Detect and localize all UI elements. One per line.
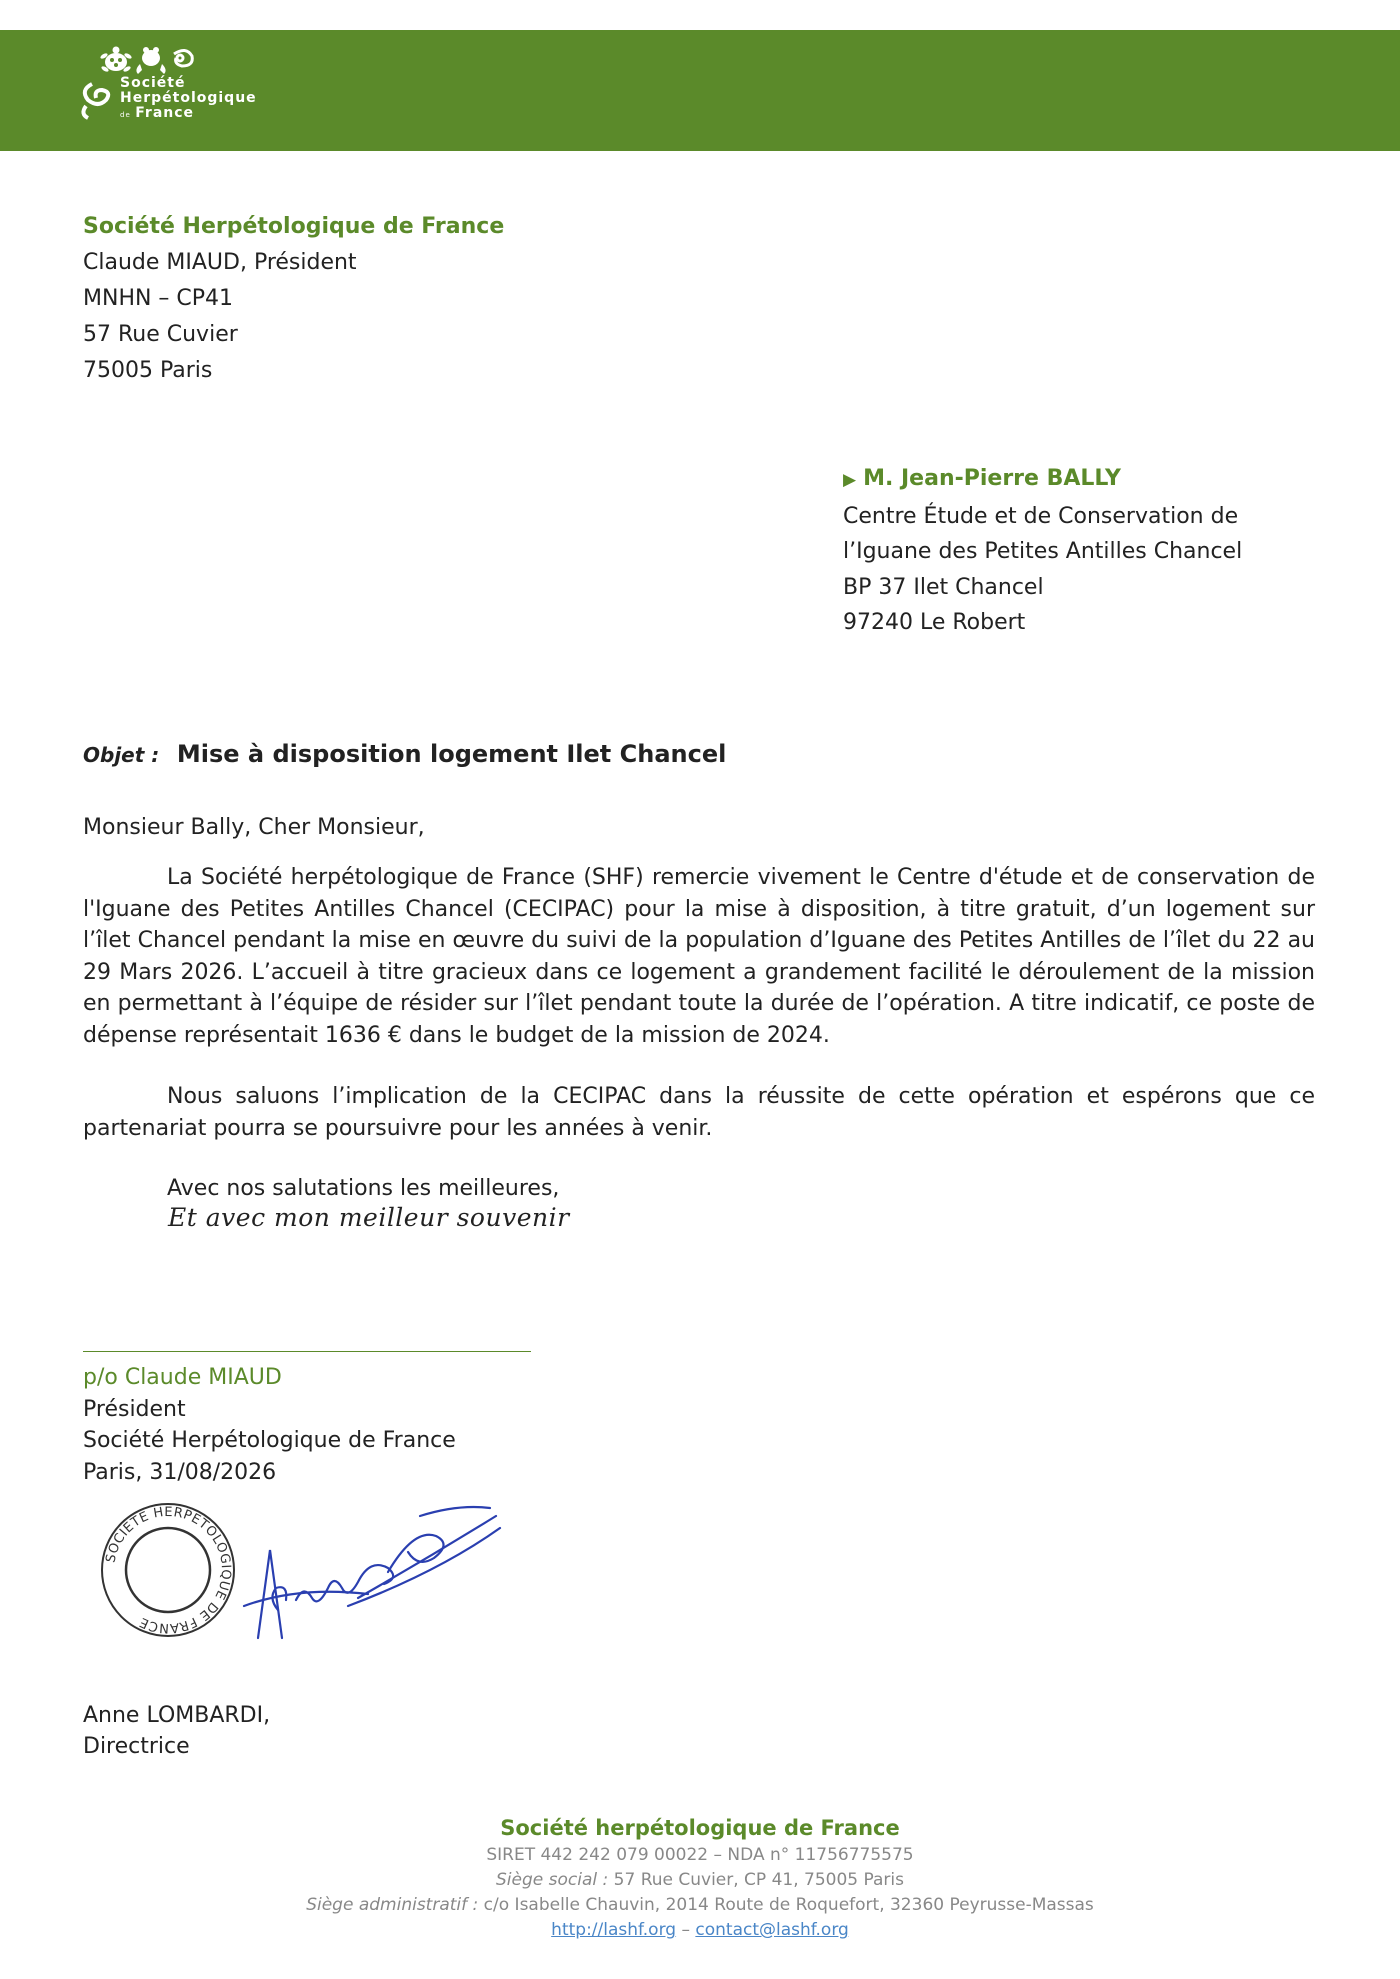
- footer-email-link[interactable]: contact@lashf.org: [695, 1920, 849, 1940]
- signatory-block: [83, 1362, 456, 1488]
- sender-address-1: MNHN – CP41: [83, 286, 234, 311]
- sender-address-2: 57 Rue Cuvier: [83, 322, 238, 347]
- object-label: Objet :: [83, 743, 160, 767]
- shf-logo: [76, 40, 256, 140]
- signer-block: [83, 1700, 270, 1762]
- handwritten-note: Et avec mon meilleur souvenir: [168, 1203, 570, 1232]
- sender-block: [83, 209, 504, 389]
- signature-divider: [83, 1351, 531, 1352]
- signatory-place-date: Paris, 31/08/2026: [83, 1459, 277, 1485]
- sender-org: Société Herpétologique de France: [83, 214, 505, 239]
- header-banner: [0, 30, 1400, 151]
- recipient-marker-icon: ▶: [843, 470, 857, 490]
- sender-address-3: 75005 Paris: [83, 358, 213, 383]
- logo-text: [120, 76, 257, 123]
- letter-greeting: Monsieur Bally, Cher Monsieur,: [83, 815, 425, 840]
- svg-text:SOCIETE HERPETOLOGIQUE DE FRAN: SOCIETE HERPETOLOGIQUE DE FRANCE: [103, 1504, 234, 1636]
- footer-separator: –: [681, 1920, 690, 1940]
- letter-paragraph-1: La Société herpétologique de France (SHF) remercie vivement le Centre d'étude et de conservation de l'Iguane des Petites Antilles Chancel (CECIPAC) pour la mise à disposition, à titre gratuit, d’un logement sur l’îlet Chancel pendant la mise en œuvre du suivi de la population d’Iguane des Petites Antilles de l’îlet du 22 au 29 Mars 2026. L’accueil à titre gracieux dans ce logement a grandement facilité le déroulement de la mission en permettant à l’équipe de résider sur l’îlet pendant toute la durée de l’opération. A titre indicatif, ce poste de dépense représentait 1636 € dans le budget de la mission de 2024.: [83, 865, 1315, 1048]
- recipient-line-3: BP 37 Ilet Chancel: [843, 574, 1044, 600]
- logo-line-3-de: de: [120, 111, 131, 119]
- footer-ids: SIRET 442 242 079 00022 – NDA n° 11756775575: [486, 1845, 914, 1865]
- signer-role: Directrice: [83, 1734, 190, 1759]
- recipient-line-1: Centre Étude et de Conservation de: [843, 503, 1239, 529]
- footer-siege-admin-label: Siège administratif :: [306, 1895, 479, 1915]
- signatory-title: Président: [83, 1396, 186, 1422]
- signatory-on-behalf: p/o Claude MIAUD: [83, 1365, 282, 1390]
- footer-siege-social-value: 57 Rue Cuvier, CP 41, 75005 Paris: [613, 1870, 904, 1890]
- footer-siege-admin-value: c/o Isabelle Chauvin, 2014 Route de Roquefort, 32360 Peyrusse-Massas: [483, 1895, 1094, 1915]
- page-footer: [0, 1813, 1400, 1943]
- letter-closing: Avec nos salutations les meilleures,: [167, 1176, 560, 1201]
- stamp-seal-icon: [98, 1500, 238, 1640]
- footer-org: Société herpétologique de France: [500, 1816, 900, 1840]
- footer-website-link[interactable]: http://lashf.org: [551, 1920, 677, 1940]
- recipient-line-4: 97240 Le Robert: [843, 610, 1026, 635]
- official-stamp: [98, 1500, 238, 1640]
- sender-person: Claude MIAUD, Président: [83, 250, 357, 275]
- handwritten-signature: [238, 1488, 508, 1658]
- object-value: Mise à disposition logement Ilet Chancel: [176, 740, 727, 768]
- signer-name: Anne LOMBARDI,: [83, 1703, 271, 1728]
- logo-line-1: Société: [120, 75, 186, 91]
- signature-scribble-icon: [238, 1488, 508, 1658]
- letter-paragraph-2: Nous saluons l’implication de la CECIPAC dans la réussite de cette opération et espérons que ce partenariat pourra se poursuivre pour les années à venir.: [83, 1084, 1315, 1141]
- recipient-name: M. Jean-Pierre BALLY: [863, 466, 1121, 491]
- recipient-line-2: l’Iguane des Petites Antilles Chancel: [843, 539, 1243, 564]
- footer-siege-admin: [0, 1893, 1400, 1918]
- footer-links: [0, 1918, 1400, 1943]
- signatory-org: Société Herpétologique de France: [83, 1428, 456, 1453]
- logo-line-3: France: [135, 105, 195, 121]
- footer-siege-social-label: Siège social :: [496, 1870, 609, 1890]
- logo-line-2: Herpétologique: [120, 90, 257, 106]
- footer-siege-social: [0, 1868, 1400, 1893]
- recipient-block: [843, 461, 1242, 641]
- object-line: [83, 740, 726, 768]
